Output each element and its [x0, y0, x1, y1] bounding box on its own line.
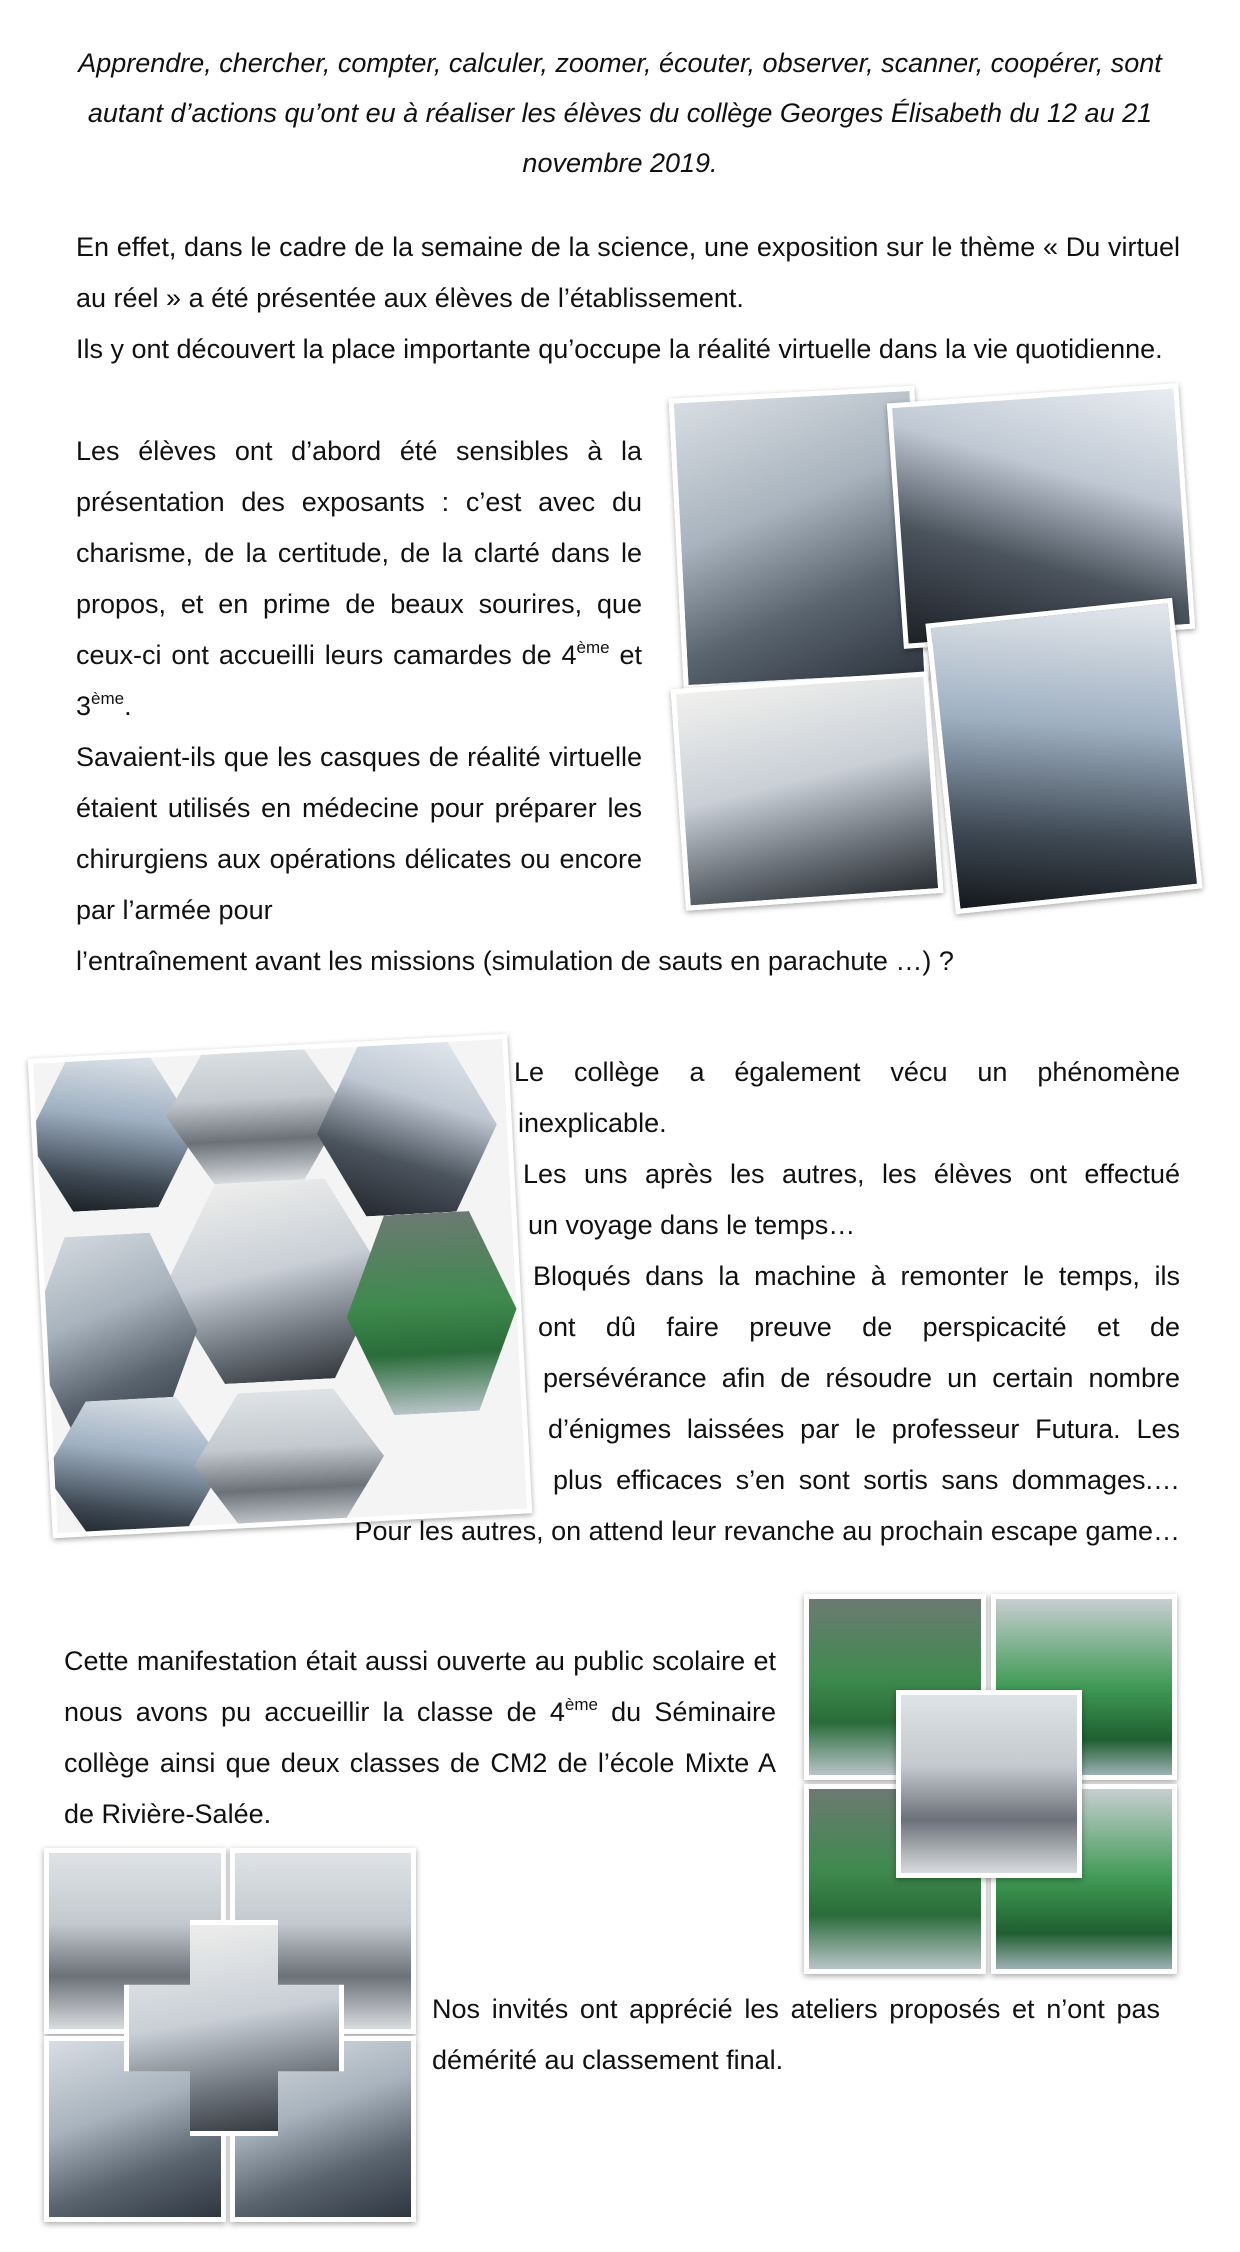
section1-p4: Savaient-ils que les casques de réalité virtuelle étaient utilisés en médecine pour préparer les chirurgiens aux opérations délicates ou encore par l’armée pour: [76, 742, 642, 925]
escape-photo-hex-1: [28, 1055, 201, 1214]
section2-line-7: persévérance afin de résoudre un certain nombre: [543, 1363, 1180, 1393]
section2-line-8: d’énigmes laissées par le professeur Futura. Les: [548, 1414, 1180, 1444]
section1-paragraph-1: [76, 222, 1180, 324]
section1-paragraph-2: [76, 324, 1180, 375]
escape-photo-hex-3: [313, 1040, 502, 1219]
section2-line-2: inexplicable.: [518, 1108, 667, 1138]
section2-line-1: Le collège a également vécu un phénomène: [514, 1057, 1180, 1087]
section2-line-6: ont dû faire preuve de perspicacité et de: [538, 1312, 1180, 1342]
section1-p3: Les élèves ont d’abord été sensibles à la présentation des exposants : c’est avec du charisme, de la certitude, de la clarté dans le propos, et en prime de beaux sourires, que ceux-ci ont accueilli leurs camardes de 4ème et 3ème.: [76, 436, 642, 721]
escape-photo-hex-8: [191, 1386, 388, 1536]
section3-paragraph-1: [64, 1636, 776, 1840]
escape-photo-hex-2: [162, 1037, 349, 1186]
section1-p4-end: l’entraînement avant les missions (simulation de sauts en parachute …) ?: [76, 946, 954, 976]
section2-line-9: plus efficaces s’en sont sortis sans dommages.…: [553, 1465, 1180, 1495]
section3-paragraph-2: [432, 1984, 1160, 2086]
section2-line-10: Pour les autres, on attend leur revanche au prochain escape game…: [354, 1516, 1180, 1546]
intro-paragraph: Apprendre, chercher, compter, calculer, zoomer, écouter, observer, scanner, coopérer, sont autant d’actions qu’ont eu à réaliser les élèves du collège Georges Élisabeth du 12 au 21 novembre 2019.: [78, 48, 1162, 178]
section1-paragraph-3: [76, 426, 642, 936]
escape-game-photo-collage: [28, 1034, 532, 1538]
section1-paragraph-4-end: [76, 936, 1180, 987]
exhibition-photo-3: [671, 671, 944, 910]
exhibition-photo-4: [925, 598, 1202, 914]
section3-p2: Nos invités ont apprécié les ateliers proposés et n’ont pas démérité au classement final.: [432, 1994, 1160, 2075]
section2-line-4: un voyage dans le temps…: [528, 1210, 856, 1240]
escape-photo-hex-6: [342, 1209, 522, 1418]
escape-photo-hex-4: [160, 1176, 390, 1387]
visitors-photo-center: [896, 1690, 1082, 1878]
section1-p2: Ils y ont découvert la place importante qu’occupe la réalité virtuelle dans la vie quotidienne.: [76, 334, 1163, 364]
section1-p1: En effet, dans le cadre de la semaine de la science, une exposition sur le thème « Du virtuel au réel » a été présentée aux élèves de l’établissement.: [76, 232, 1180, 313]
section2-line-3: Les uns après les autres, les élèves ont effectué: [523, 1159, 1180, 1189]
section2-line-5: Bloqués dans la machine à remonter le temps, ils: [533, 1261, 1180, 1291]
section3-p1: Cette manifestation était aussi ouverte au public scolaire et nous avons pu accueillir la classe de 4ème du Séminaire collège ainsi que deux classes de CM2 de l’école Mixte A de Rivière-Salée.: [64, 1646, 776, 1829]
